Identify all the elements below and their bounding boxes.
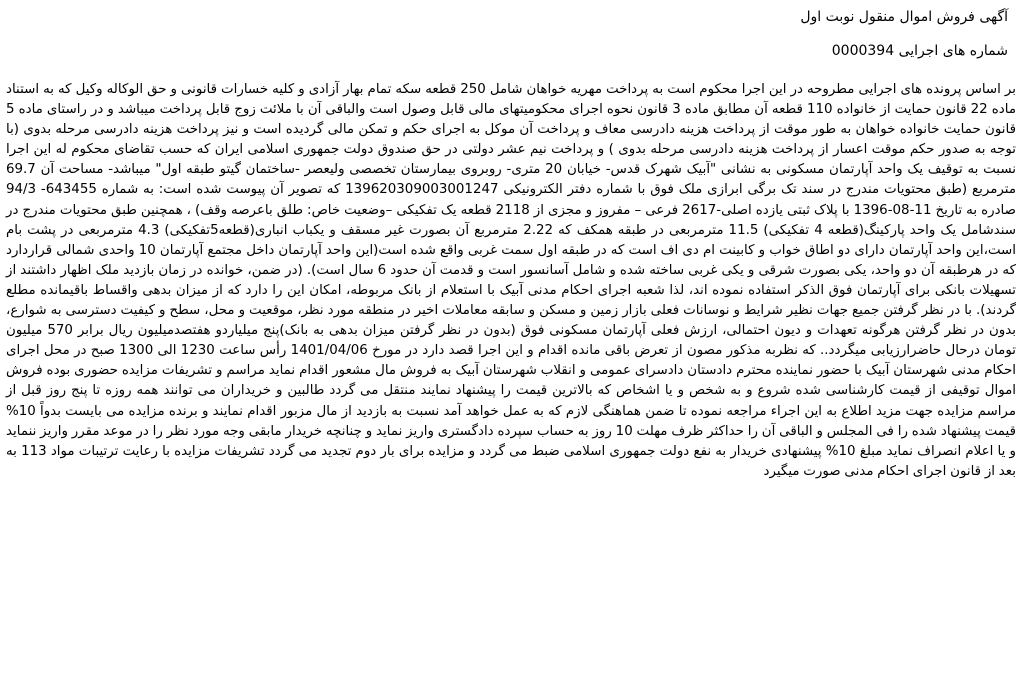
notice-title: آگهی فروش اموال منقول نوبت اول xyxy=(800,9,1008,25)
case-number: شماره های اجرایی 0000394 xyxy=(831,43,1008,59)
notice-body-text: بر اساس پرونده های اجرایی مطروحه در این اجرا محکوم است به پرداخت مهریه خواهان شامل 250 قطعه سکه تمام بهار آزادی و کلیه خسارات قانونی و حق الوکاله وکیل که به استناد ماده 22 قانون حمایت از خانواده 110 قطعه آن مطابق ماده 3 قانون نحوه اجرای محکومیتهای مالی قابل وصول است والباقی آن با ملائت زوج قابل پرداخت میباشد و در راستای ماده 5 قانون حمایت خانواده خواهان به طور موقت از پرداخت هزینه دادرسی معاف و پرداخت آن موکل به اجرای حکم و تمکن مالی گردیده است و نیز پرداخت هزینه دادرسی مرحله بدوی (با توجه به صدور حکم موقت اعسار از پرداخت هزینه دادرسی مرحله بدوی ) و پرداخت نیم عشر دولتی در حق صندوق دولت جمهوری اسلامی ایران که حسب تقاضای محکوم له این اجرا نسبت به توقیف یک واحد آپارتمان مسکونی به نشانی "آبیک شهرک قدس- خیابان 20 متری- روبروی بیمارستان تخصصی ولیعصر -ساختمان گیتو طبقه اول" میباشد- مساحت آن 69.7 مترمربع (طبق محتویات مندرج در سند تک برگی ابرازی ملک فوق با شماره دفتر الکترونیکی 139620309003001247 که تصویر آن پیوست شده است: به شماره 643455- 94/3 صادره به تاریخ 11-08-1396 با پلاک ثبتی یازده اصلی-2617 فرعی – مفروز و مجزی از 2118 قطعه یک تفکیکی –وضعیت خاص: طلق باعرصه وقف) ، همچنین طبق محتویات مندرج در سندشامل یک واحد پارکینگ(قطعه 4 تفکیکی) 11.5 مترمربعی در طبقه همکف که 2.22 مترمربع آن بصورت غیر مسقف و یکباب انباری(قطعه5تفکیکی) 4.3 مترمربعی در پشت بام است،این واحد آپارتمان دارای دو اطاق خواب و کابینت ام دی اف است که در طبقه اول سمت غربی واقع شده است(این واحد آپارتمان داخل مجتمع آپارتمان 10 واحدی شمالی قراردارد که در هرطبقه آن دو واحد، یکی بصورت شرقی و یکی غربی ساخته شده و شامل آسانسور است و قدمت آن حدود 6 سال است). (در ضمن، خوانده در زمان بازدید ملک اظهار داشتند از تسهیلات بانکی برای آپارتمان فوق الذکر استفاده نموده اند، لذا شعبه اجرای احکام مدنی آبیک با استعلام از بانک مربوطه، امکان این را دارد که از میزان بدهی واقساط باقیمانده مطلع گردند). با در نظر گرفتن جمیع جهات نظیر شرایط و نوسانات فعلی بازار زمین و مسکن و سابقه معاملات اخیر در منطقه مورد نظر، موقعیت و محل، سطح و کیفیت دسترسی به شوارع، بدون در نظر گرفتن هرگونه تعهدات و دیون احتمالی، ارزش فعلی آپارتمان مسکونی فوق (بدون در نظر گرفتن میزان بدهی به بانک)پنج میلیاردو هفتصدمیلیون ریال برابر 570 میلیون تومان درحال حاضرارزیابی میگردد.. که نظربه مذکور مصون از تعرض باقی مانده اقدام و این اجرا قصد دارد در مورخ 1401/04/06 رأس ساعت 1230 الی 1300 صبح در محل اجرای احکام مدنی شهرستان آبیک با حضور نماینده محترم دادستان دادسرای عمومی و انقلاب شهرستان آبیک به فروش مال مشعور اقدام نماید مراسم و تشریفات مزایده حضوری بوده فروش اموال توقیفی از قیمت کارشناسی شده شروع و به شخص و یا اشخاص که بالاترین قیمت را پیشنهاد نمایند منتقل می گردد طالبین و خریداران می توانند همه روزه تا پنج روز قبل از مراسم مزایده جهت مزید اطلاع به این اجراء مراجعه نموده تا ضمن هماهنگی لازم که به عمل خواهد آمد نسبت به بازدید از مال مزبور اقدام نمایند و برنده مزایده می بایست بدواً 10% قیمت پیشنهاد شده را فی المجلس و الباقی آن را حداکثر ظرف مهلت 10 روز به حساب سپرده دادگستری واریز نماید و چنانچه خریدار مابقی وجه مورد نظر را در موعد مقرر واریز ننماید و یا اعلام انصراف نماید مبلغ 10% پیشنهادی خریدار به نفع دولت جمهوری اسلامی ضبط می گردد و مزایده برای بار دوم تجدید می گردد تشریفات مزایده با رعایت ترتیبات مواد 113 به بعد از قانون اجرای احکام مدنی صورت میگیرد xyxy=(6,82,1017,479)
